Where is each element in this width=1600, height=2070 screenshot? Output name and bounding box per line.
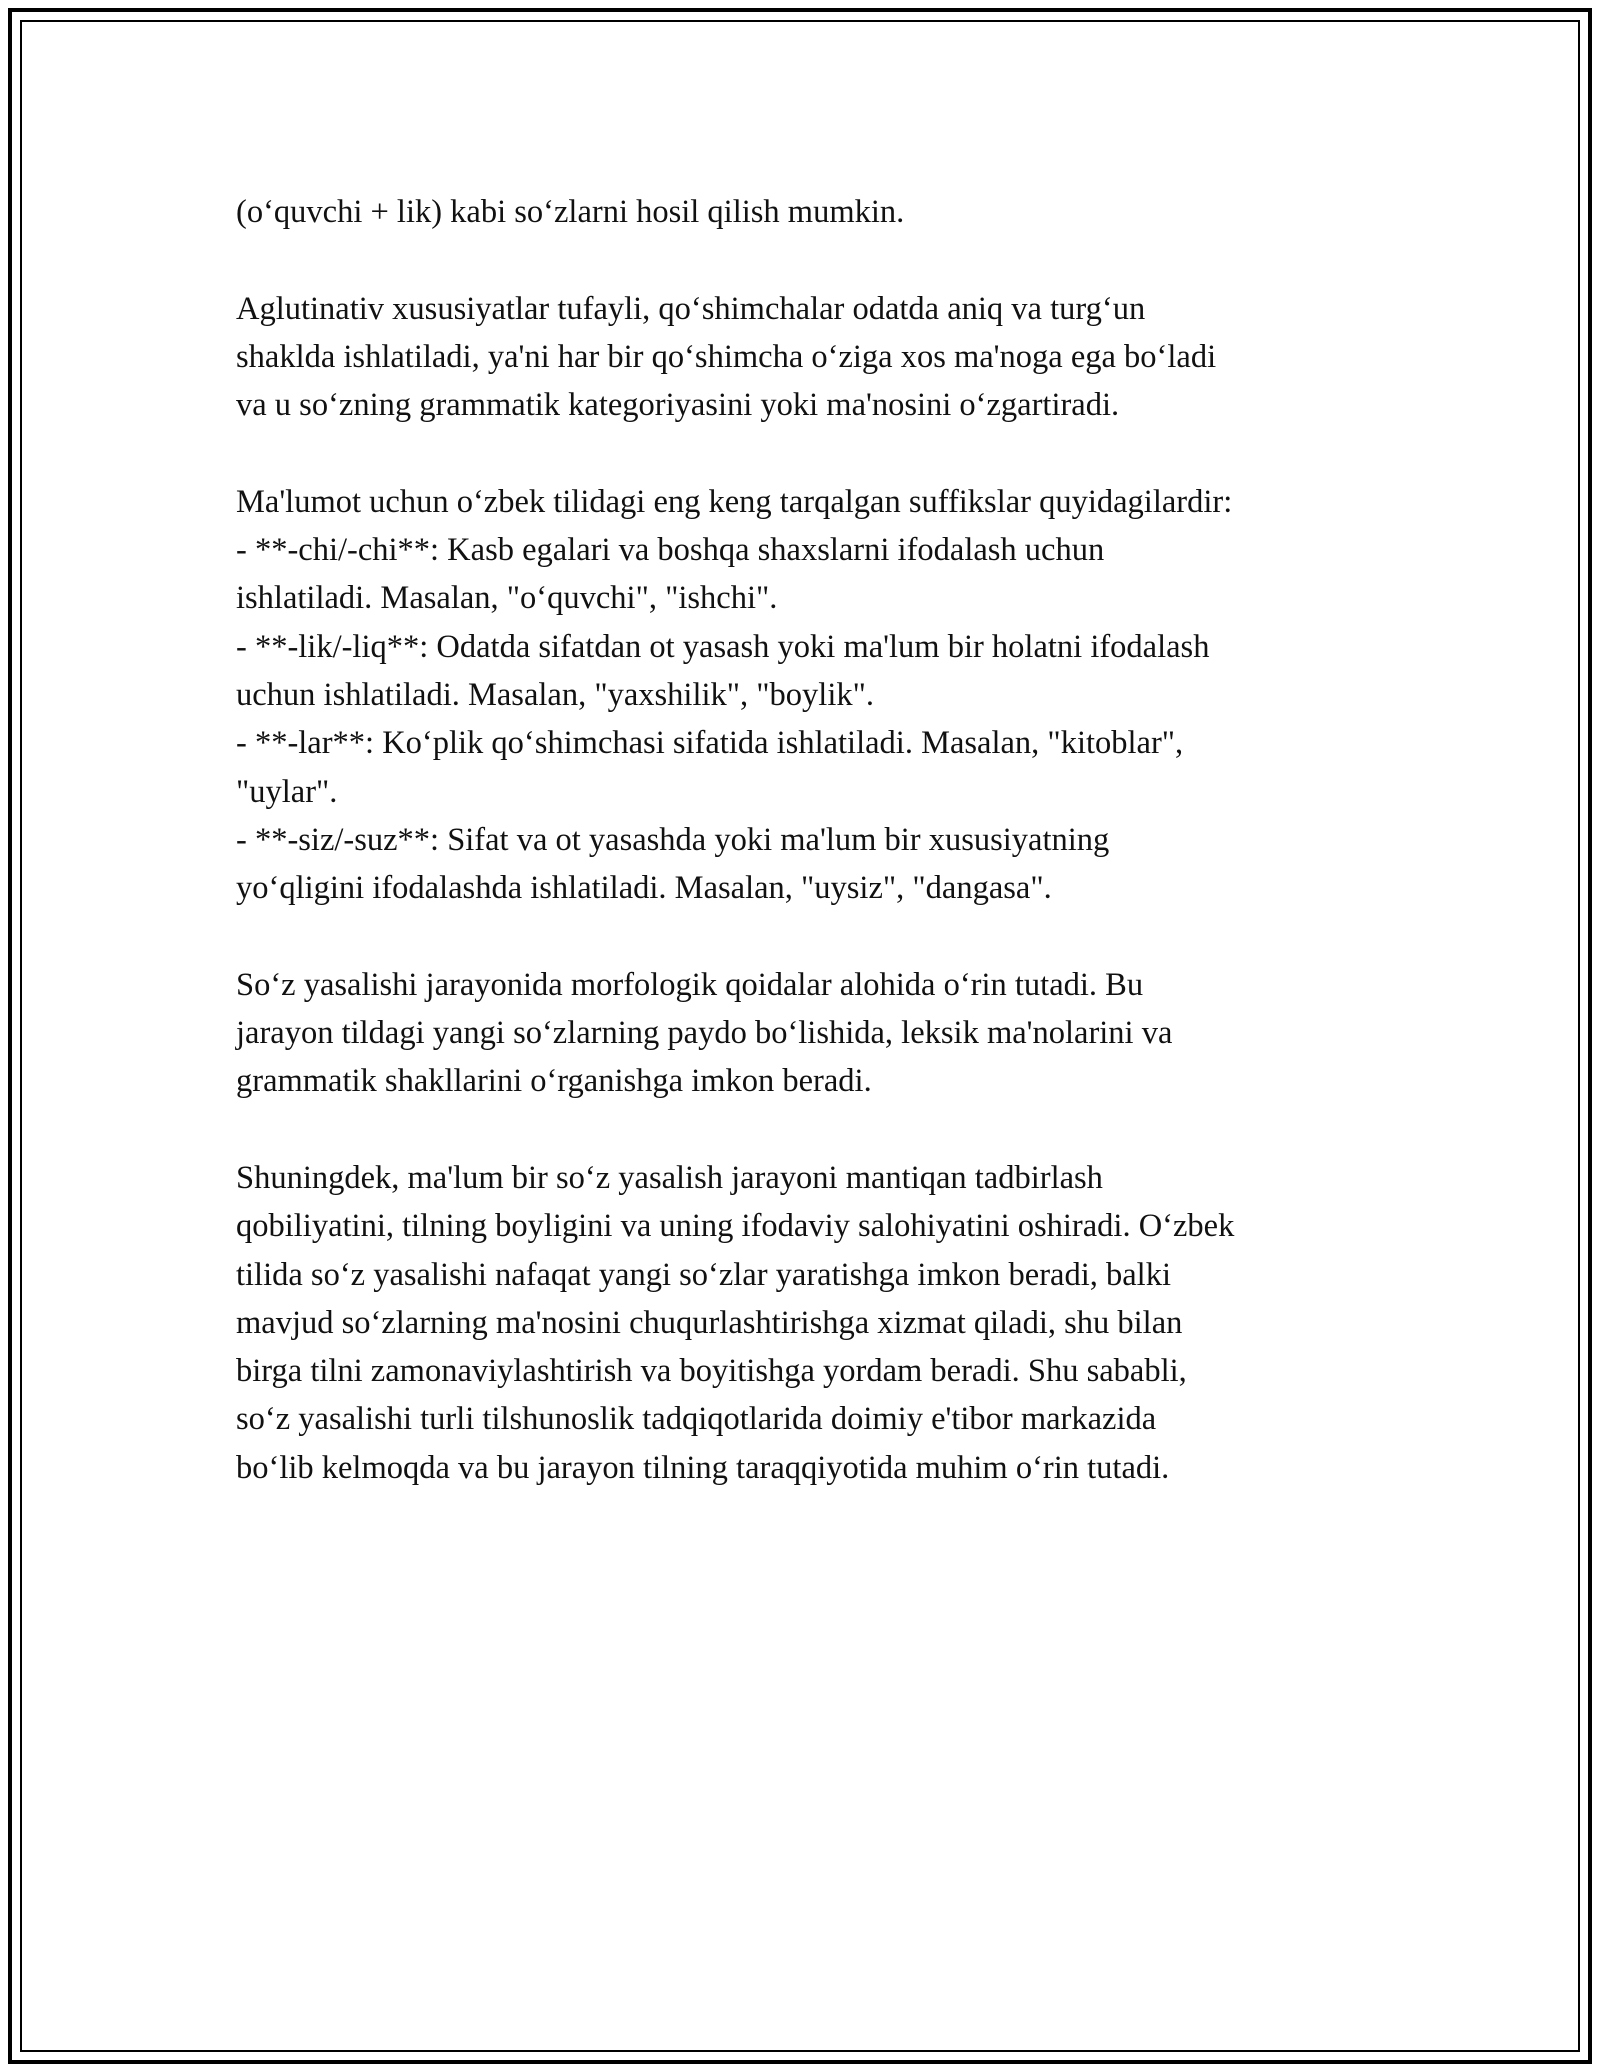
paragraph <box>236 285 1386 430</box>
paragraph <box>236 961 1386 1106</box>
text-line: Aglutinativ xususiyatlar tufayli, qo‘shimchalar odatda aniq va turg‘un <box>236 290 1146 327</box>
list-item-line: - **-siz/-suz**: Sifat va ot yasashda yoki ma'lum bir xususiyatning <box>236 821 1110 858</box>
list-item-line: ishlatiladi. Masalan, "o‘quvchi", "ishchi". <box>236 580 778 617</box>
list-item-line: "uylar". <box>236 773 338 810</box>
paragraph-gap <box>236 1106 1386 1154</box>
paragraph <box>236 478 1386 913</box>
text-line: tilida so‘z yasalishi nafaqat yangi so‘zlar yaratishga imkon beradi, balki <box>236 1256 1171 1293</box>
text-line: jarayon tildagi yangi so‘zlarning paydo bo‘lishida, leksik ma'nolarini va <box>236 1015 1173 1052</box>
paragraph-gap <box>236 912 1386 960</box>
paragraph-gap <box>236 429 1386 477</box>
text-line: so‘z yasalishi turli tilshunoslik tadqiqotlarida doimiy e'tibor markazida <box>236 1401 1157 1438</box>
text-line: (o‘quvchi + lik) kabi so‘zlarni hosil qilish mumkin. <box>236 194 905 230</box>
text-line: bo‘lib kelmoqda va bu jarayon tilning taraqqiyotida muhim o‘rin tutadi. <box>236 1449 1170 1486</box>
text-line: mavjud so‘zlarning ma'nosini chuqurlashtirishga xizmat qiladi, shu bilan <box>236 1304 1183 1341</box>
document-body <box>236 188 1386 1492</box>
list-item-line: - **-lar**: Ko‘plik qo‘shimchasi sifatida ishlatiladi. Masalan, "kitoblar", <box>236 725 1184 762</box>
text-line: Ma'lumot uchun o‘zbek tilidagi eng keng tarqalgan suffikslar quyidagilardir: <box>236 483 1233 520</box>
paragraph-gap <box>236 236 1386 284</box>
text-line: Shuningdek, ma'lum bir so‘z yasalish jarayoni mantiqan tadbirlash <box>236 1159 1103 1196</box>
text-line: grammatik shakllarini o‘rganishga imkon beradi. <box>236 1063 872 1100</box>
list-item-line: yo‘qligini ifodalashda ishlatiladi. Masalan, "uysiz", "dangasa". <box>236 870 1052 907</box>
text-line: qobiliyatini, tilning boyligini va uning ifodaviy salohiyatini oshiradi. O‘zbek <box>236 1208 1235 1245</box>
paragraph <box>236 1154 1386 1492</box>
text-line: va u so‘zning grammatik kategoriyasini yoki ma'nosini o‘zgartiradi. <box>236 387 1120 424</box>
list-item-line: - **-lik/-liq**: Odatda sifatdan ot yasash yoki ma'lum bir holatni ifodalash <box>236 628 1210 665</box>
text-line: birga tilni zamonaviylashtirish va boyitishga yordam beradi. Shu sababli, <box>236 1353 1187 1390</box>
list-item-line: - **-chi/-chi**: Kasb egalari va boshqa shaxslarni ifodalash uchun <box>236 532 1105 569</box>
list-item-line: uchun ishlatiladi. Masalan, "yaxshilik", "boylik". <box>236 676 874 713</box>
text-line: So‘z yasalishi jarayonida morfologik qoidalar alohida o‘rin tutadi. Bu <box>236 966 1144 1003</box>
text-line: shaklda ishlatiladi, ya'ni har bir qo‘shimcha o‘ziga xos ma'noga ega bo‘ladi <box>236 338 1217 375</box>
paragraph <box>236 188 1386 236</box>
